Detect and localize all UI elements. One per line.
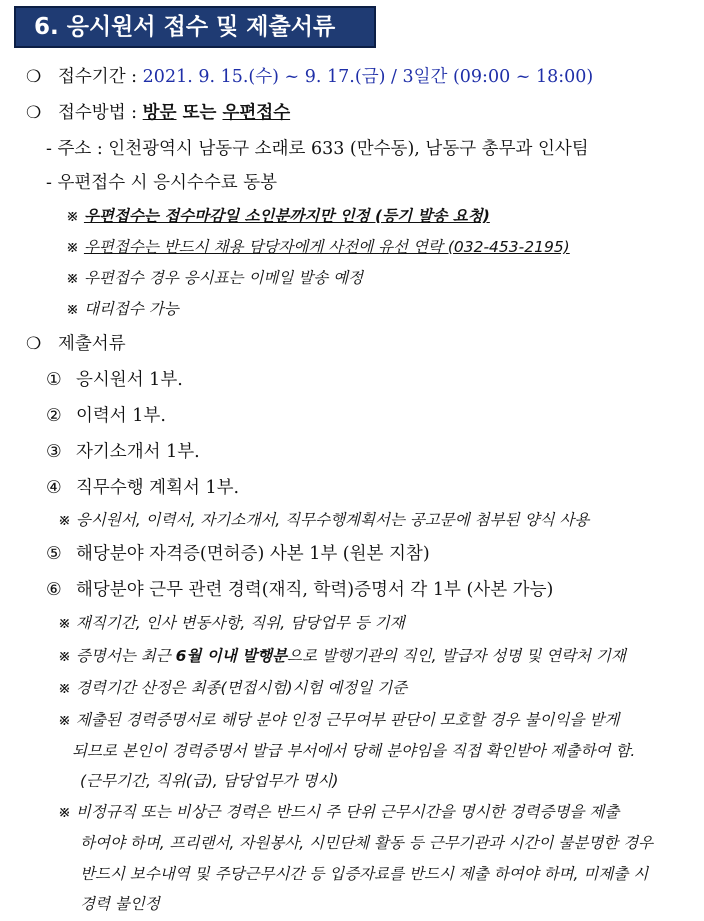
- document-item-text: 이력서 1부.: [76, 406, 166, 426]
- circled-number: ①: [46, 370, 62, 390]
- circled-number: ⑤: [46, 544, 62, 564]
- method-row: [26, 101, 290, 125]
- period-label: 접수기간 :: [58, 67, 138, 87]
- postal-note-email: [66, 267, 363, 289]
- note-text: 우편접수는 반드시 채용 담당자에게 사전에 유선 연락 (032-453-2195): [83, 238, 570, 256]
- period-value: 2021. 9. 15.(수) ~ 9. 17.(금) / 3일간 (09:00 ~ 18:00): [142, 67, 594, 87]
- document-item: [46, 440, 200, 464]
- circled-number: ③: [46, 442, 62, 462]
- career-note-3: ※ 경력기간 산정은 최종(면접시험)시험 예정일 기준: [58, 679, 408, 697]
- method-or: 또는: [176, 103, 223, 123]
- method-post: 우편접수: [222, 103, 291, 123]
- career-note-5-line-3: 반드시 보수내역 및 주당근무시간 등 입증자료를 반드시 제출 하여야 하며, 미제출 시: [80, 865, 649, 883]
- form-note: ※ 응시원서, 이력서, 자기소개서, 직무수행계획서는 공고문에 첨부된 양식 사용: [58, 511, 590, 529]
- method-visit: 방문: [142, 103, 177, 123]
- career-note-4-line-1: ※ 제출된 경력증명서로 해당 분야 인정 근무여부 판단이 모호할 경우 불이익을 받게: [58, 711, 620, 729]
- address-line: - 주소 : 인천광역시 남동구 소래로 633 (만수동), 남동구 총무과 인사팀: [46, 139, 589, 159]
- reference-mark-icon: ※: [66, 269, 79, 287]
- circled-number: ②: [46, 406, 62, 426]
- circle-bullet-icon: ❍: [26, 334, 42, 354]
- document-item-text: 자기소개서 1부.: [76, 442, 200, 462]
- documents-label: 제출서류: [58, 334, 126, 354]
- document-item-text: 해당분야 근무 관련 경력(재직, 학력)증명서 각 1부 (사본 가능): [76, 580, 554, 600]
- career-note-2-post: 으로 발행기관의 직인, 발급자 성명 및 연락처 기재: [287, 647, 626, 665]
- career-note-5-line-2: 하여야 하며, 프리랜서, 자원봉사, 시민단체 활동 등 근무기관과 시간이 불분명한 경우: [80, 834, 654, 852]
- circled-number: ⑥: [46, 580, 62, 600]
- postal-fee-line: - 우편접수 시 응시수수료 동봉: [46, 173, 278, 193]
- document-item: [46, 368, 183, 392]
- document-item-6: [46, 578, 553, 602]
- method-label: 접수방법 :: [58, 103, 138, 123]
- note-text: 우편접수는 접수마감일 소인분까지만 인정 (등기 발송 요청): [83, 207, 490, 225]
- document-item: [46, 476, 239, 500]
- postal-note-proxy: [66, 298, 179, 320]
- career-note-4-line-2: 되므로 본인이 경력증명서 발급 부서에서 당해 분야임을 직접 확인받아 제출하여 함.: [72, 742, 636, 760]
- document-item-text: 해당분야 자격증(면허증) 사본 1부 (원본 지참): [76, 544, 430, 564]
- reference-mark-icon: ※: [66, 300, 79, 318]
- document-item-text: 직무수행 계획서 1부.: [76, 478, 240, 498]
- reference-mark-icon: ※: [66, 207, 79, 225]
- document-item-text: 응시원서 1부.: [76, 370, 183, 390]
- career-note-2-pre: ※ 증명서는 최근: [58, 647, 176, 665]
- document-item: [46, 404, 166, 428]
- circle-bullet-icon: ❍: [26, 67, 42, 87]
- circled-number: ④: [46, 478, 62, 498]
- postal-note-deadline: [66, 205, 490, 227]
- note-text: 우편접수 경우 응시표는 이메일 발송 예정: [83, 269, 364, 287]
- career-note-1: ※ 재직기간, 인사 변동사항, 직위, 담당업무 등 기재: [58, 614, 405, 632]
- career-note-2-bold: 6월 이내 발행분: [175, 647, 288, 665]
- circle-bullet-icon: ❍: [26, 103, 42, 123]
- postal-note-contact: [66, 236, 570, 258]
- documents-row: [26, 332, 126, 356]
- career-note-5-line-4: 경력 불인정: [80, 895, 160, 913]
- section-title: 6. 응시원서 접수 및 제출서류: [14, 6, 376, 48]
- period-row: [26, 65, 593, 89]
- reference-mark-icon: ※: [66, 238, 79, 256]
- career-note-5-line-1: ※ 비정규직 또는 비상근 경력은 반드시 주 단위 근무시간을 명시한 경력증명을 제출: [58, 803, 620, 821]
- career-note-2: [58, 645, 626, 667]
- document-item-5: [46, 542, 430, 566]
- note-text: 대리접수 가능: [83, 300, 179, 318]
- career-note-4-line-3: (근무기간, 직위(급), 담당업무가 명시): [80, 772, 339, 790]
